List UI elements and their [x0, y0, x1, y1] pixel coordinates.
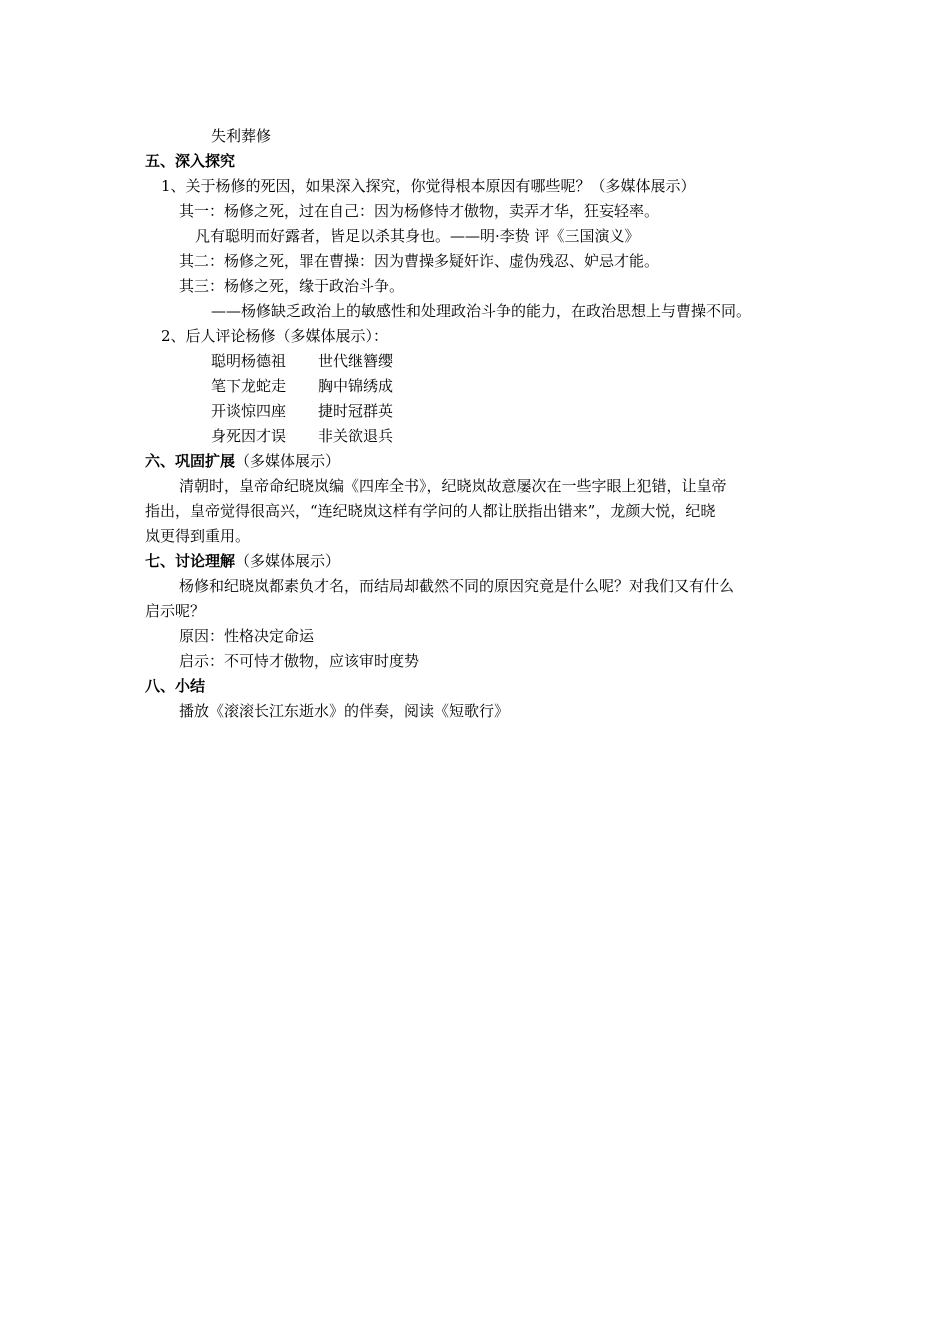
poem-half: 聪明杨德祖	[211, 352, 287, 370]
quote: 凡有聪明而好露者，皆足以杀其身也。——明·李贽 评《三国演义》	[195, 227, 640, 245]
poem-line	[211, 376, 393, 396]
paragraph-line: 杨修和纪晓岚都素负才名，而结局却截然不同的原因究竟是什么呢？对我们又有什么	[179, 577, 735, 595]
section-title: 七、讨论理解	[145, 552, 236, 570]
reason-1: 其一：杨修之死，过在自己：因为杨修恃才傲物，卖弄才华，狂妄轻率。	[179, 202, 660, 220]
poem-half: 捷时冠群英	[318, 402, 394, 420]
poem-line	[211, 401, 393, 421]
reason-3: 其三：杨修之死，缘于政治斗争。	[179, 277, 405, 295]
paragraph-line: 清朝时，皇帝命纪晓岚编《四库全书》，纪晓岚故意屡次在一些字眼上犯错，让皇帝	[179, 477, 727, 495]
poem-half: 笔下龙蛇走	[211, 377, 287, 395]
paragraph-line: 岚更得到重用。	[145, 527, 251, 545]
poem-half: 世代继簪缨	[318, 352, 394, 370]
question-2: 2、后人评论杨修（多媒体展示）：	[161, 327, 389, 345]
reason-2: 其二：杨修之死，罪在曹操：因为曹操多疑奸诈、虚伪残忍、妒忌才能。	[179, 252, 660, 270]
poem-line	[211, 426, 393, 446]
poem-half: 非关欲退兵	[318, 427, 394, 445]
section-note: （多媒体展示）	[235, 552, 341, 570]
section-heading-7	[145, 551, 340, 571]
section-heading-5: 五、深入探究	[145, 152, 236, 170]
paragraph-line: 播放《滚滚长江东逝水》的伴奏，阅读《短歌行》	[179, 702, 510, 720]
poem-half: 胸中锦绣成	[318, 377, 394, 395]
poem-line	[211, 351, 393, 371]
section-heading-6	[145, 451, 340, 471]
text-line: 失利葬修	[211, 127, 272, 145]
question-1: 1、关于杨修的死因，如果深入探究，你觉得根本原因有哪些呢？（多媒体展示）	[161, 177, 696, 195]
reason-3-detail: ——杨修缺乏政治上的敏感性和处理政治斗争的能力，在政治思想上与曹操不同。	[211, 302, 752, 320]
section-title: 六、巩固扩展	[145, 452, 236, 470]
paragraph-line: 启示呢？	[145, 602, 206, 620]
paragraph-line: 指出，皇帝觉得很高兴，“连纪晓岚这样有学问的人都让朕指出错来”，龙颜大悦，纪晓	[145, 502, 716, 520]
section-heading-8: 八、小结	[145, 677, 206, 695]
section-note: （多媒体展示）	[235, 452, 341, 470]
poem-half: 身死因才误	[211, 427, 287, 445]
poem-half: 开谈惊四座	[211, 402, 287, 420]
reason-line: 原因：性格决定命运	[179, 627, 315, 645]
lesson-line: 启示：不可恃才傲物，应该审时度势	[179, 652, 420, 670]
